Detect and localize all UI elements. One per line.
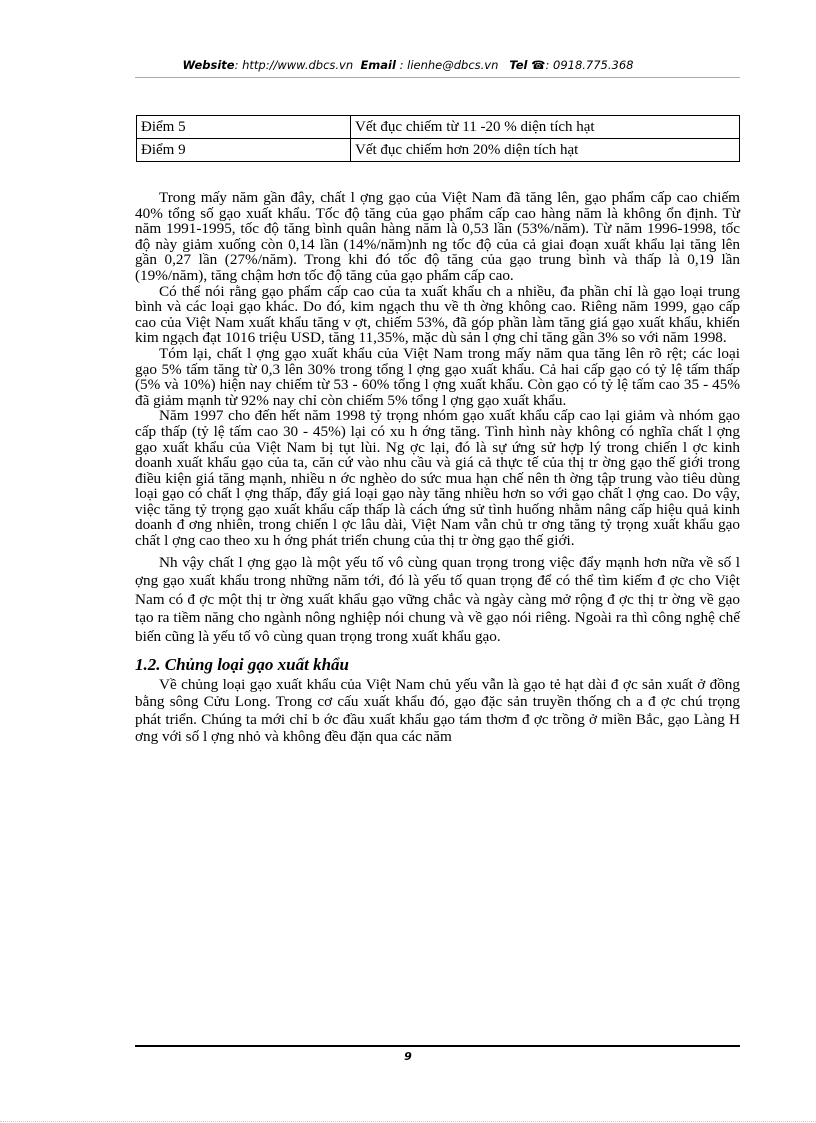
paragraph: Có thể nói rằng gạo phẩm cấp cao của ta xuất khẩu ch a nhiều, đa phần chỉ là gạo loại trung bình và các loại gạo khác. Do đó, kim ngạch thu về th ờng không cao. Riêng năm 1999, gạo cấp cao của Việt Nam xuất khẩu tăng v ợt, chiếm 53%, đã góp phần làm tăng giá gạo xuất khẩu, khiến kim ngạch đạt 1016 triệu USD, tăng 11,35%, mặc dù sản l ợng chỉ tăng gần 3% so với năm 1998. [135,282,740,347]
body-text [135,190,740,746]
footer-rule [135,1045,740,1047]
email-value: : lienhe@dbcs.vn [399,58,499,72]
tel-value: : 0918.775.368 [545,58,634,72]
page-number: 9 [404,1050,412,1063]
paragraph: Trong mấy năm gần đây, chất l ợng gạo của Việt Nam đã tăng lên, gạo phẩm cấp cao chiếm 40% tổng số gạo xuất khẩu. Tốc độ tăng của gạo phẩm cấp cao hàng năm là không ổn định. Từ năm 1991-1995, tốc độ tăng bình quân hàng năm là 0,53 lần (53%/năm). Từ năm 1996-1998, tốc độ này giảm xuống còn 0,14 lần (14%/năm)nh ng tốc độ của cả giai đoạn xuất khẩu lại tăng lên gần 0,27 lần (27%/năm). Trong khi đó tốc độ tăng của gạo trung bình và thấp là 0,19 lần (19%/năm), tăng chậm hơn tốc độ tăng của gạo phẩm cấp cao. [135,189,740,284]
grade-cell: Điểm 9 [137,139,351,162]
header-rule [135,77,740,78]
grade-table [136,115,740,162]
grade-cell: Điểm 5 [137,116,351,139]
tel-label: Tel [509,58,528,72]
email-label: Email [360,58,396,72]
paragraph: Về chủng loại gạo xuất khẩu của Việt Nam chủ yếu vẫn là gạo tẻ hạt dài đ ợc sản xuất ở đồng bằng sông Cửu Long. Trong cơ cấu xuất khẩu đó, gạo đặc sản truyền thống ch a đ ợc chú trọng phát triển. Chúng ta mới chỉ b ớc đầu xuất khẩu gạo tám thơm đ ợc trồng ở miền Bắc, gạo Làng H ơng với số l ợng nhỏ và không đều đặn qua các năm [135,675,740,746]
paragraph: Tóm lại, chất l ợng gạo xuất khẩu của Việt Nam trong mấy năm qua tăng lên rõ rệt; các loại gạo 5% tấm tăng từ 0,3 lên 30% trong tổng l ợng gạo xuất khẩu. Cả hai cấp gạo có tỷ lệ tấm thấp (5% và 10%) hiện nay chiếm từ 53 - 60% tổng l ợng xuất khẩu. Còn gạo có tỷ lệ tấm cao 35 - 45% đã giảm mạnh từ 92% nay chỉ còn chiếm 5% tổng l ợng gạo xuất khẩu. [135,344,740,409]
section-heading: 1.2. Chủng loại gạo xuất khẩu [135,654,349,674]
table-row [137,139,740,162]
description-cell: Vết đục chiếm hơn 20% diện tích hạt [351,139,740,162]
website-label: Website [182,58,235,72]
page-edge [0,1121,816,1122]
description-cell: Vết đục chiếm từ 11 -20 % diện tích hạt [351,116,740,139]
table-row [137,116,740,139]
paragraph: Năm 1997 cho đến hết năm 1998 tỷ trọng nhóm gạo xuất khẩu cấp cao lại giảm và nhóm gạo cấp thấp (tỷ lệ tấm cao 30 - 45%) lại có xu h ớng tăng. Tình hình này không có nghĩa chất l ợng gạo xuất khẩu của Việt Nam bị tụt lùi. Ng ợc lại, đó là sự ứng sử hợp lý trong chiến l ợc kinh doanh xuất khẩu gạo của ta, căn cứ vào nhu cầu và giá cả thực tế của thị tr ờng gạo thế giới trong điều kiện giá tăng mạnh, nhiều n ớc nghèo do sức mua hạn chế nên th ờng tập trung vào tiêu dùng loại gạo có chất l ợng thấp, đẩy giá loại gạo này tăng nhiều hơn so với gạo chất l ợng cao. Do vậy, việc tăng tỷ trọng gạo xuất khẩu cấp thấp là cách ứng sử tình huống nhằm nâng cấp hiệu quả kinh doanh đ ơng nhiên, trong chiến l ợc lâu dài, Việt Nam vẫn chủ tr ơng tăng tỷ trọng xuất khẩu gạo chất l ợng cao theo xu h ớng phát triển chung của thị tr ờng gạo thế giới. [135,407,740,550]
phone-icon: ☎ [531,58,546,72]
paragraph: Nh vậy chất l ợng gạo là một yếu tố vô cùng quan trọng trong việc đẩy mạnh hơn nữa về số l ợng gạo xuất khẩu trong những năm tới, đó là yếu tố quan trọng để có thể tìm kiếm đ ợc cho Việt Nam có đ ợc một thị tr ờng xuất khẩu gạo vững chắc và ngày càng mở rộng đ ợc thị tr ờng về gạo tạo ra tiềm năng cho ngành nông nghiệp nói chung và về gạo nói riêng. Ngoài ra thì công nghệ chế biến cũng là yếu tố vô cùng quan trọng trong xuất khẩu gạo. [135,553,740,646]
website-value: : http://www.dbcs.vn [234,58,354,72]
page-header [0,58,816,72]
